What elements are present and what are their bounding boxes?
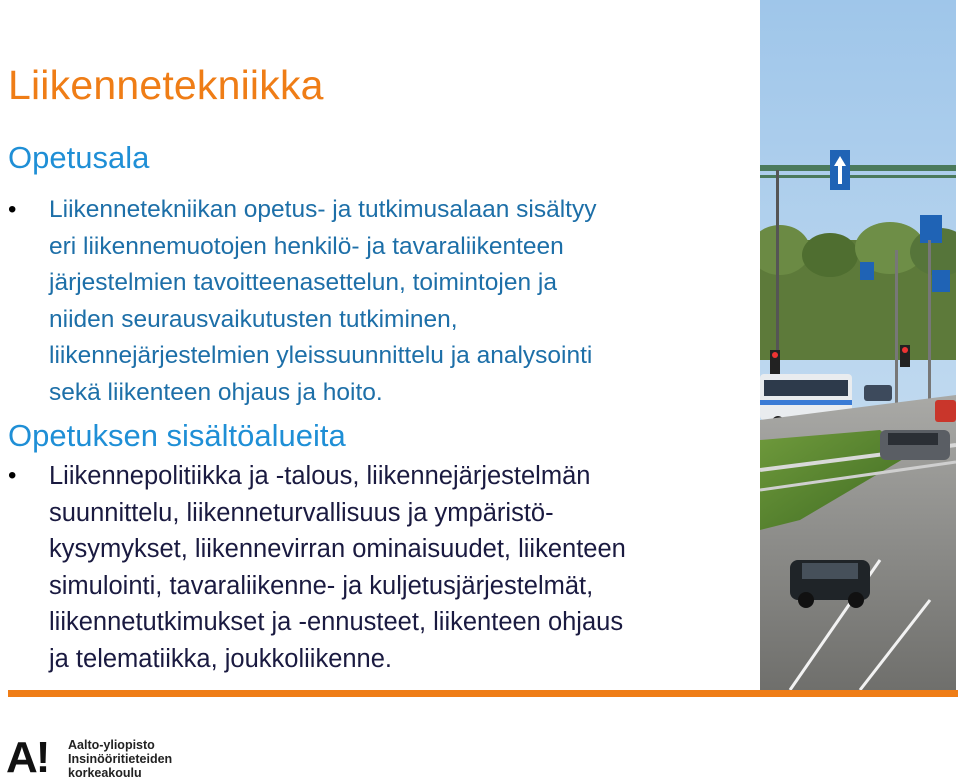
logo-line-3: korkeakoulu bbox=[68, 766, 142, 780]
bullet-icon: • bbox=[8, 196, 17, 223]
logo-line-1: Aalto-yliopisto bbox=[68, 738, 155, 752]
bullet-icon: • bbox=[8, 462, 17, 489]
section-heading-opetusala: Opetusala bbox=[8, 140, 150, 175]
section-heading-sisaltoalueita: Opetuksen sisältöalueita bbox=[8, 418, 346, 453]
slide-title: Liikennetekniikka bbox=[8, 62, 324, 108]
aalto-logo-mark: A! bbox=[6, 733, 49, 782]
bullet-text-sisaltoalueita: Liikennepolitiikka ja -talous, liikennejärjestelmän suunnittelu, liikenneturvallisuus ja ympäristö- kysymykset, liikennevirran ominaisuudet, liikenteen simulointi, tavaraliikenne- ja kuljetusjärjestelmät, liikennetutkimukset ja -ennusteet, liikenteen ohjaus ja telematiikka, joukkoliikenne. bbox=[49, 462, 626, 673]
traffic-road-photo bbox=[760, 0, 956, 690]
bullet-text-opetusala: Liikennetekniikan opetus- ja tutkimusalaan sisältyy eri liikennemuotojen henkilö- ja tavaraliikenteen järjestelmien tavoitteenasettelun, toimintojen ja niiden seurausvaikutusten tutkiminen, liikennejärjestelmien yleissuunnittelu ja analysointi sekä liikenteen ohjaus ja hoito. bbox=[49, 196, 597, 406]
footer-divider bbox=[8, 690, 958, 697]
aalto-logo-text bbox=[68, 738, 172, 780]
logo-line-2: Insinööritieteiden bbox=[68, 752, 173, 766]
aalto-logo bbox=[6, 735, 256, 781]
